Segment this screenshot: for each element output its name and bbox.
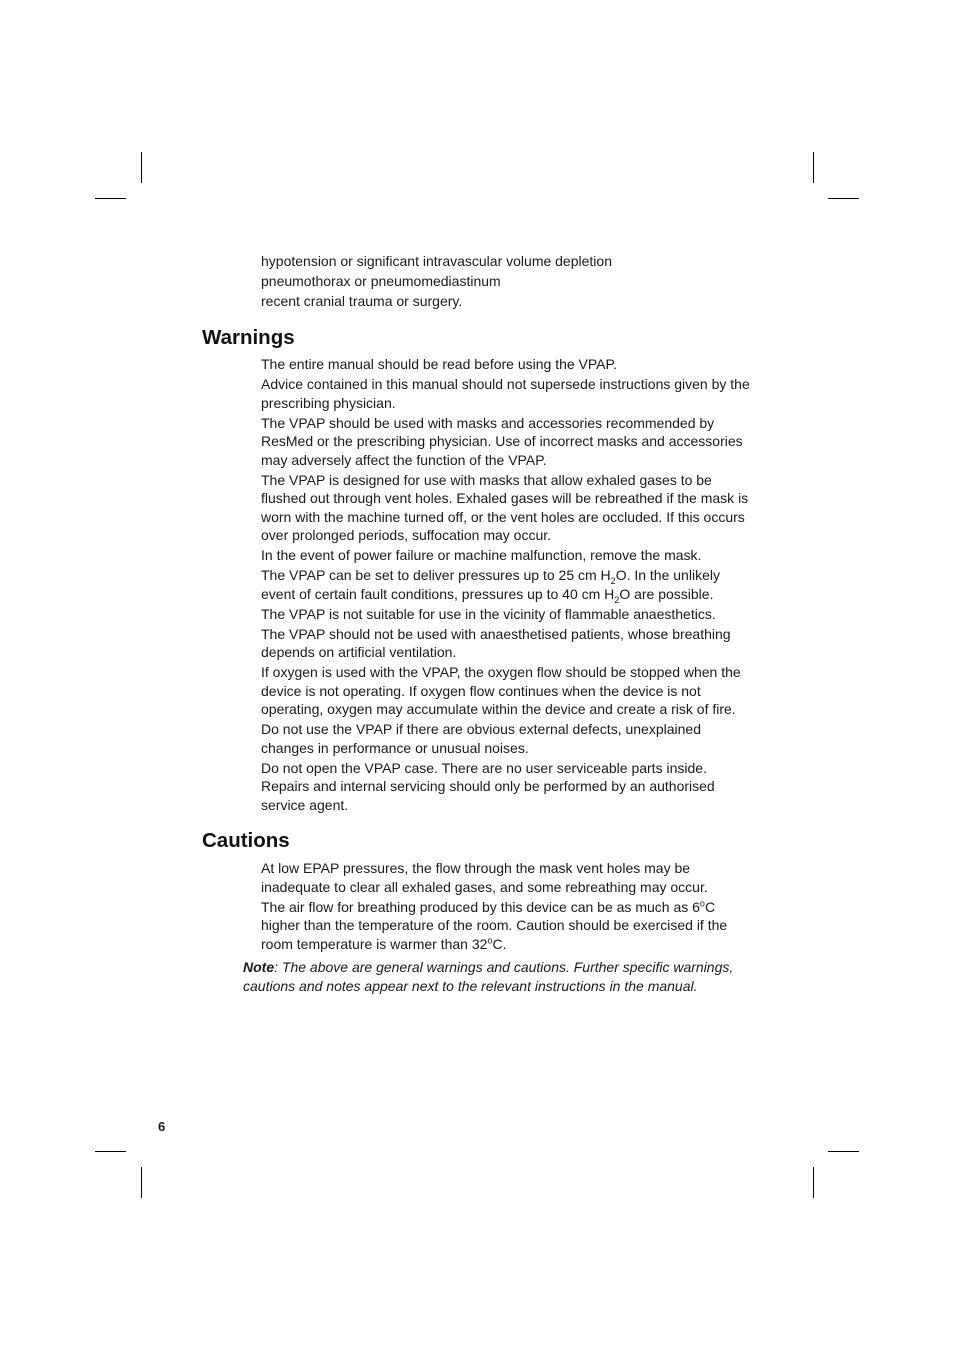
crop-mark-bottom-right-h bbox=[828, 1151, 859, 1152]
contraindications-list bbox=[261, 252, 756, 312]
page-number: 6 bbox=[158, 1119, 166, 1134]
list-item: recent cranial trauma or surgery. bbox=[261, 293, 463, 309]
crop-mark-top-left-h bbox=[95, 198, 126, 199]
crop-mark-bottom-left-v bbox=[141, 1167, 142, 1198]
list-item: The VPAP is designed for use with masks that allow exhaled gases to be flushed out through vent holes. Exhaled gases will be rebreathed if the mask is worn with the machine turned off, or the vent holes are occluded. If this occurs over prolonged periods, suffocation may occur. bbox=[261, 471, 749, 543]
list-item: Advice contained in this manual should not supersede instructions given by the prescribing physician. bbox=[261, 376, 750, 411]
warnings-heading: Warnings bbox=[202, 326, 295, 349]
list-item: In the event of power failure or machine malfunction, remove the mask. bbox=[261, 547, 702, 563]
crop-mark-top-left-v bbox=[141, 152, 142, 183]
list-item: The VPAP should be used with masks and accessories recommended by ResMed or the prescribing physician. Use of incorrect masks and accessories may adversely affect the function of the VPAP. bbox=[261, 414, 743, 468]
cautions-heading: Cautions bbox=[202, 829, 290, 852]
list-item: Do not use the VPAP if there are obvious external defects, unexplained changes in performance or unusual noises. bbox=[261, 721, 701, 756]
list-item: The VPAP is not suitable for use in the vicinity of flammable anaesthetics. bbox=[261, 605, 716, 622]
note-paragraph bbox=[243, 958, 758, 996]
crop-mark-top-right-v bbox=[813, 152, 814, 183]
list-item: hypotension or significant intravascular volume depletion bbox=[261, 253, 612, 269]
list-item: pneumothorax or pneumomediastinum bbox=[261, 273, 501, 289]
note-label: Note bbox=[243, 959, 275, 975]
list-item: The entire manual should be read before using the VPAP. bbox=[261, 356, 617, 372]
crop-mark-bottom-right-v bbox=[813, 1167, 814, 1198]
list-item: The VPAP can be set to deliver pressures up to 25 cm $H_2O$. In the unlikely event of certain fault conditions, pressures up to 40 cm $H_2O$ are possible. bbox=[261, 567, 720, 605]
list-item: At low EPAP pressures, the flow through the mask vent holes may be inadequate to clear all exhaled gases, and some rebreathing may occur. bbox=[261, 860, 708, 895]
warnings-list bbox=[261, 355, 756, 816]
note-text: : The above are general warnings and cautions. Further specific warnings, cautions and notes appear next to the relevant instructions in the manual. bbox=[243, 959, 734, 994]
list-item: If oxygen is used with the VPAP, the oxygen flow should be stopped when the device is not operating. If oxygen flow continues when the device is not operating, oxygen may accumulate within the device and create a risk of fire. bbox=[261, 664, 741, 717]
list-item: The VPAP should not be used with anaesthetised patients, whose breathing depends on artificial ventilation. bbox=[261, 625, 731, 660]
cautions-list bbox=[261, 859, 756, 955]
crop-mark-top-right-h bbox=[828, 198, 859, 199]
crop-mark-bottom-left-h bbox=[95, 1151, 126, 1152]
list-item: Do not open the VPAP case. There are no user serviceable parts inside. Repairs and internal servicing should only be performed by an authorised service agent. bbox=[261, 759, 715, 813]
list-item: The air flow for breathing produced by this device can be as much as 6$^o$C higher than the temperature of the room. Caution should be exercised if the room temperature is warmer than 32$^o$C. bbox=[261, 897, 728, 952]
